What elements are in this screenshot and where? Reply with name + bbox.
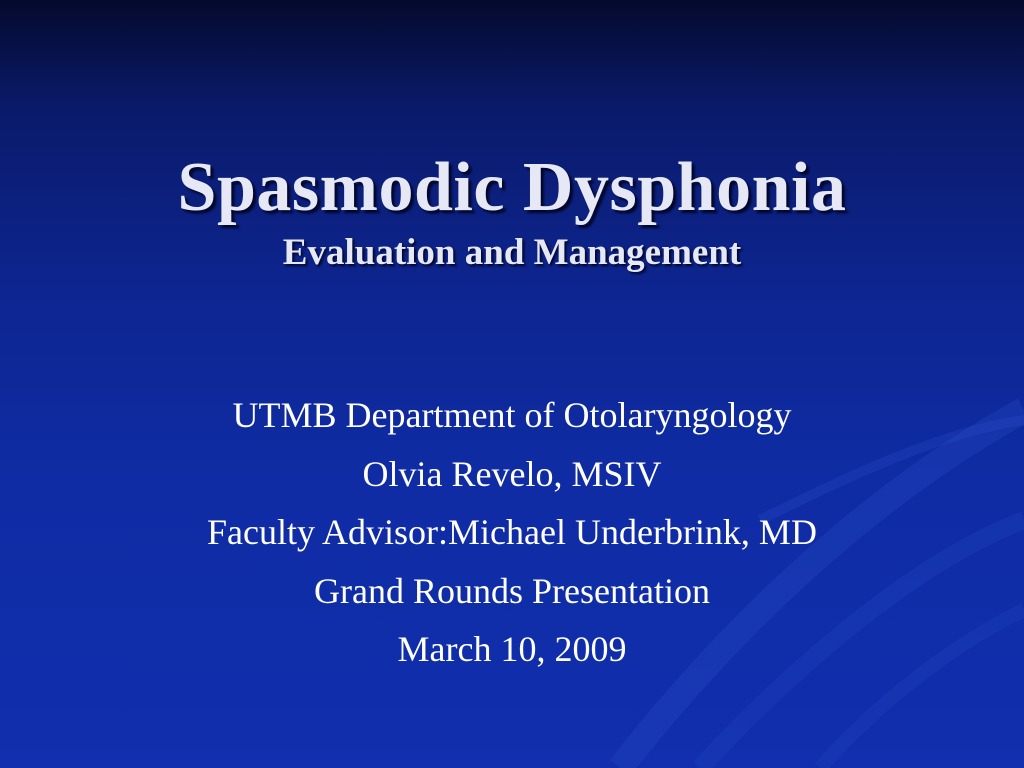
event-line: Grand Rounds Presentation	[314, 570, 710, 611]
slide-title: Spasmodic Dysphonia	[177, 149, 847, 226]
date-line: March 10, 2009	[397, 629, 627, 669]
department-line: UTMB Department of Otolaryngology	[232, 395, 792, 435]
presenter-line: Olvia Revelo, MSIV	[362, 453, 662, 494]
title-block	[0, 148, 1024, 276]
advisor-line: Faculty Advisor:Michael Underbrink, MD	[207, 512, 817, 552]
slide-subtitle: Evaluation and Management	[282, 232, 742, 273]
presenter-info-block	[0, 386, 1024, 679]
